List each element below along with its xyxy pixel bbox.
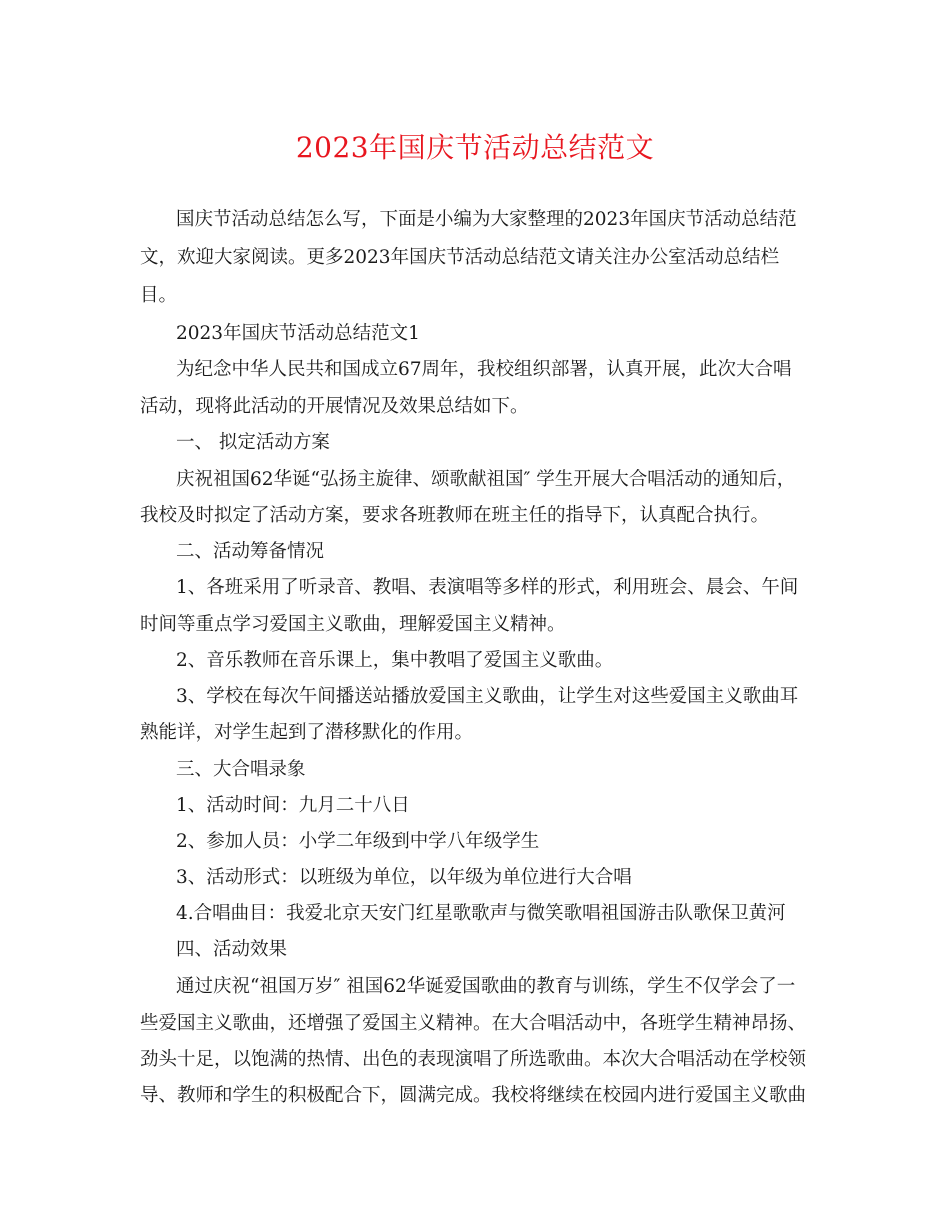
paragraph-line: 国庆节活动总结怎么写，下面是小编为大家整理的2023年国庆节活动总结范 [176, 209, 797, 230]
paragraph-line: 文，欢迎大家阅读。更多2023年国庆节活动总结范文请关注办公室活动总结栏 [140, 247, 780, 268]
document-title: 2023年国庆节活动总结范文 [295, 131, 655, 164]
paragraph-line: 庆祝祖国62华诞“弘扬主旋律、颂歌献祖国″ 学生开展大合唱活动的通知后， [176, 469, 796, 490]
paragraph-line: 时间等重点学习爱国主义歌曲，理解爱国主义精神。 [140, 614, 566, 635]
paragraph-line: 些爱国主义歌曲，还增强了爱国主义精神。在大合唱活动中，各班学生精神昂扬、 [140, 1013, 807, 1034]
paragraph-line: 我校及时拟定了活动方案，要求各班教师在班主任的指导下，认真配合执行。 [140, 505, 770, 526]
list-item: 1、各班采用了听录音、教唱、表演唱等多样的形式，利用班会、晨会、午间 [176, 577, 799, 598]
list-item: 3、活动形式：以班级为单位，以年级为单位进行大合唱 [176, 867, 632, 888]
list-item: 1、活动时间：九月二十八日 [176, 795, 410, 816]
list-item: 2、音乐教师在音乐课上，集中教唱了爱国主义歌曲。 [176, 650, 614, 671]
section-heading: 三、大合唱录象 [176, 759, 306, 780]
paragraph-line: 劲头十足，以饱满的热情、出色的表现演唱了所选歌曲。本次大合唱活动在学校领 [140, 1049, 807, 1070]
paragraph-line: 导、教师和学生的积极配合下，圆满完成。我校将继续在校园内进行爱国主义歌曲 [140, 1085, 807, 1106]
list-item: 3、学校在每次午间播送站播放爱国主义歌曲，让学生对这些爱国主义歌曲耳 [176, 686, 799, 707]
paragraph-line: 目。 [140, 285, 178, 306]
section-heading: 一、 拟定活动方案 [176, 432, 330, 453]
section-heading: 2023年国庆节活动总结范文1 [176, 323, 420, 344]
section-heading: 二、活动筹备情况 [176, 541, 325, 562]
paragraph-line: 通过庆祝“祖国万岁″ 祖国62华诞爱国歌曲的教育与训练，学生不仅学会了一 [176, 976, 796, 997]
paragraph-line: 为纪念中华人民共和国成立67周年，我校组织部署，认真开展，此次大合唱 [176, 359, 792, 380]
paragraph-line: 熟能详，对学生起到了潜移默化的作用。 [140, 722, 474, 743]
paragraph-line: 活动，现将此活动的开展情况及效果总结如下。 [140, 396, 529, 417]
section-heading: 四、活动效果 [176, 939, 288, 960]
list-item: 4.合唱曲目：我爱北京天安门红星歌歌声与微笑歌唱祖国游击队歌保卫黄河 [176, 903, 786, 924]
list-item: 2、参加人员：小学二年级到中学八年级学生 [176, 831, 540, 852]
